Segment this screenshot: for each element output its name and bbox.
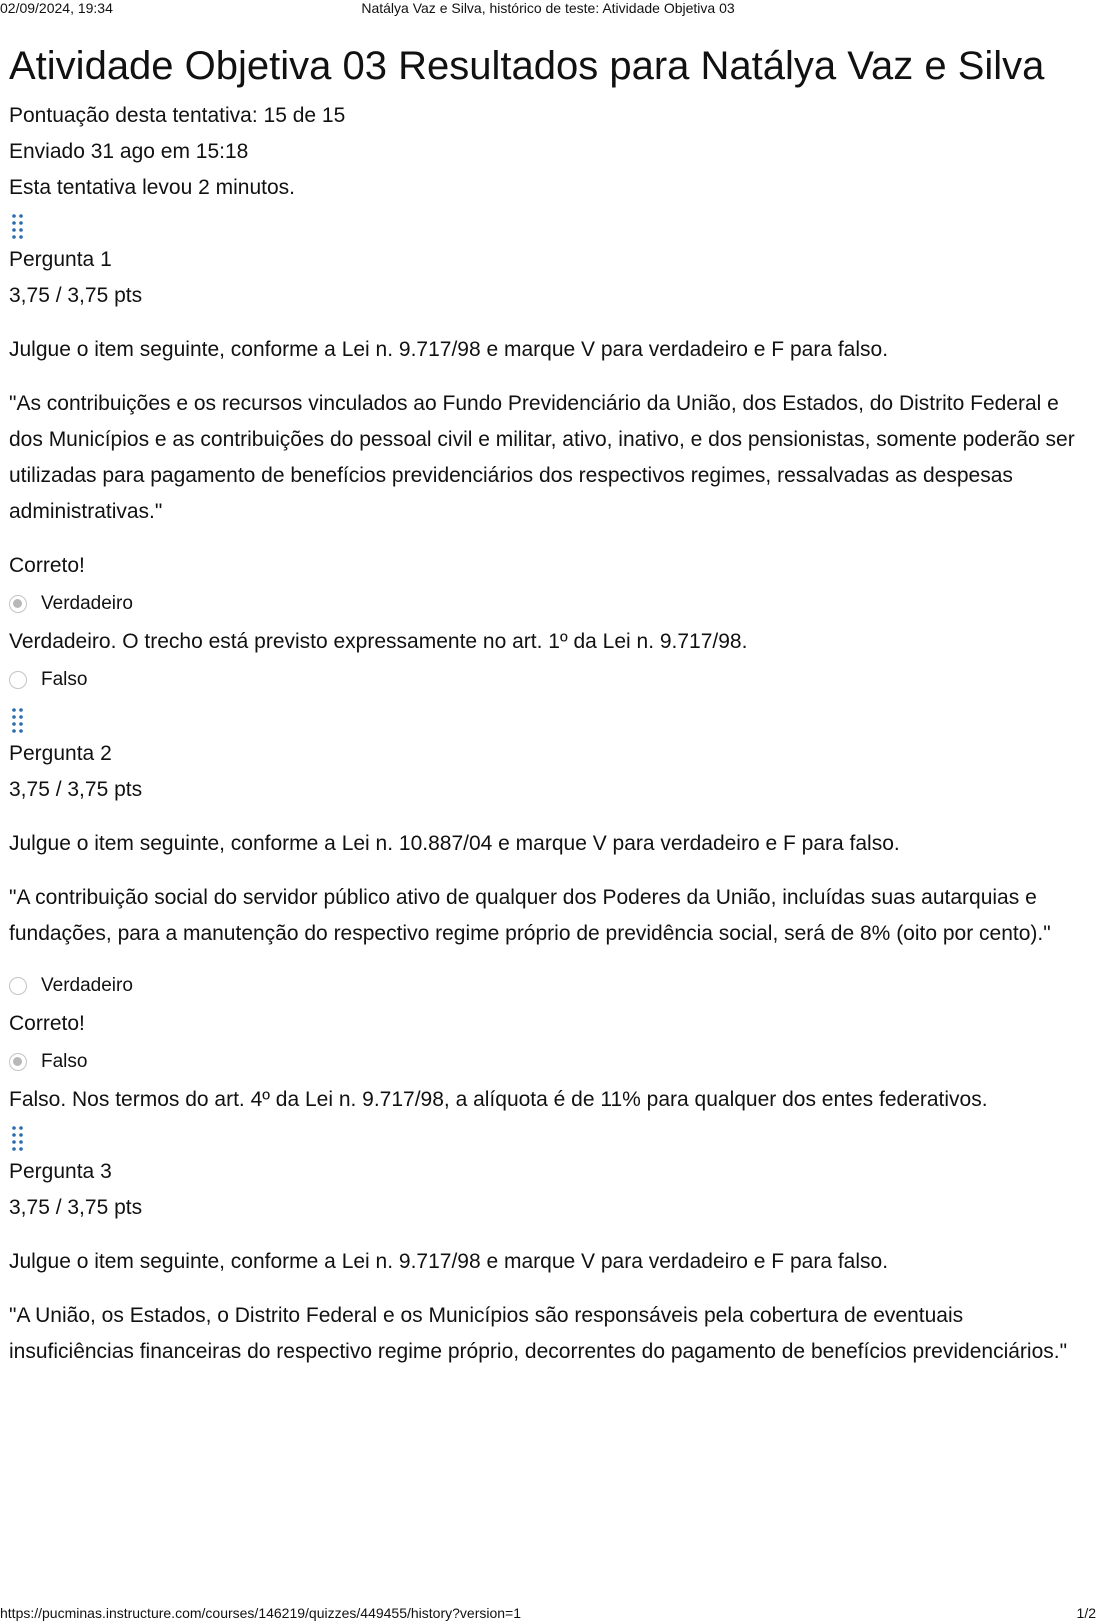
drag-handle-icon[interactable]: [9, 206, 33, 242]
radio-selected-icon[interactable]: [9, 595, 27, 613]
question-title: Pergunta 3: [9, 1160, 112, 1183]
answer-label: Falso: [41, 1051, 88, 1072]
quiz-results: [9, 34, 1087, 1370]
print-date: 02/09/2024, 19:34: [0, 0, 113, 16]
question-statement: "As contribuições e os recursos vinculados ao Fundo Previdenciário da União, dos Estados, do Distrito Federal e dos Municípios e as contribuições do pessoal civil e militar, ativo, inativo, e dos pensionistas, somente poderão ser utilizadas para pagamento de benefícios previdenciários dos respectivos regimes, ressalvadas as despesas administrativas.": [9, 392, 1075, 523]
print-header: [0, 0, 1096, 18]
question-prompt: Julgue o item seguinte, conforme a Lei n. 9.717/98 e marque V para verdadeiro e F para falso.: [9, 1250, 889, 1273]
spacer: [9, 952, 1087, 966]
drag-handle-icon[interactable]: [9, 1118, 33, 1154]
question-title: Pergunta 2: [9, 742, 112, 765]
page-title: Atividade Objetiva 03 Resultados para Natálya Vaz e Silva: [9, 44, 1045, 88]
drag-handle-icon[interactable]: [9, 700, 33, 736]
correct-label: Correto!: [9, 1012, 85, 1035]
question-points: 3,75 / 3,75 pts: [9, 284, 143, 307]
answer-feedback: Verdadeiro. O trecho está previsto expressamente no art. 1º da Lei n. 9.717/98.: [9, 630, 748, 653]
attempt-score: Pontuação desta tentativa: 15 de 15: [9, 104, 346, 127]
question-prompt: Julgue o item seguinte, conforme a Lei n. 9.717/98 e marque V para verdadeiro e F para falso.: [9, 338, 889, 361]
answer-option-false[interactable]: [9, 660, 1087, 700]
answer-option-true[interactable]: [9, 966, 1087, 1006]
question-statement: "A União, os Estados, o Distrito Federal e os Municípios são responsáveis pela cobertura de eventuais insuficiências financeiras do respectivo regime próprio, decorrentes do pagamento de benefícios previdenciários.": [9, 1304, 1068, 1363]
answer-label: Verdadeiro: [41, 593, 133, 614]
attempt-duration: Esta tentativa levou 2 minutos.: [9, 176, 295, 199]
question-title: Pergunta 1: [9, 248, 112, 271]
answer-label: Verdadeiro: [41, 975, 133, 996]
radio-unselected-icon[interactable]: [9, 977, 27, 995]
print-footer: [0, 1604, 1096, 1624]
question-3: [9, 1118, 1087, 1370]
answer-feedback: Falso. Nos termos do art. 4º da Lei n. 9.717/98, a alíquota é de 11% para qualquer dos entes federativos.: [9, 1088, 988, 1111]
question-statement: "A contribuição social do servidor público ativo de qualquer dos Poderes da União, incluídas suas autarquias e fundações, para a manutenção do respectivo regime próprio de previdência social, será de 8% (oito por cento).": [9, 886, 1051, 945]
print-document-title: Natálya Vaz e Silva, histórico de teste: Atividade Objetiva 03: [361, 0, 735, 16]
answer-option-false[interactable]: [9, 1042, 1087, 1082]
print-url: https://pucminas.instructure.com/courses/146219/quizzes/449455/history?version=1: [0, 1605, 522, 1621]
radio-unselected-icon[interactable]: [9, 671, 27, 689]
print-page-number: 1/2: [1076, 1605, 1096, 1621]
attempt-submitted: Enviado 31 ago em 15:18: [9, 140, 249, 163]
question-prompt: Julgue o item seguinte, conforme a Lei n. 10.887/04 e marque V para verdadeiro e F para falso.: [9, 832, 900, 855]
correct-label: Correto!: [9, 554, 85, 577]
radio-selected-icon[interactable]: [9, 1053, 27, 1071]
question-1: [9, 206, 1087, 700]
question-points: 3,75 / 3,75 pts: [9, 778, 143, 801]
question-points: 3,75 / 3,75 pts: [9, 1196, 143, 1219]
question-2: [9, 700, 1087, 1118]
answer-label: Falso: [41, 669, 88, 690]
answer-option-true[interactable]: [9, 584, 1087, 624]
